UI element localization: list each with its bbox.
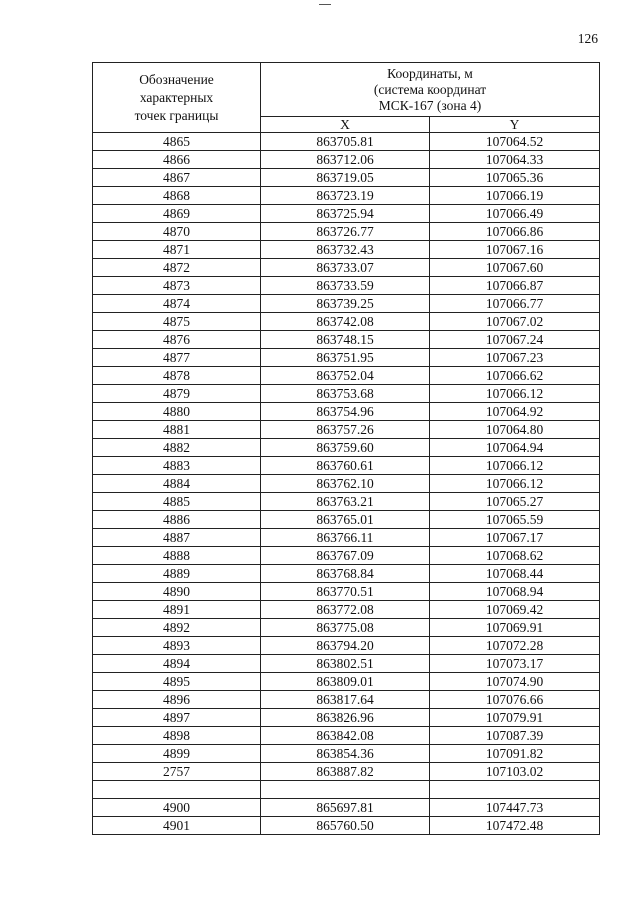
- y-coordinate-cell: 107066.12: [430, 475, 600, 493]
- table-row: [93, 205, 600, 223]
- y-coordinate-cell: 107064.94: [430, 439, 600, 457]
- x-coordinate-cell: 863742.08: [261, 313, 430, 331]
- x-coordinate-cell: 865760.50: [261, 817, 430, 835]
- x-coordinate-cell: 863725.94: [261, 205, 430, 223]
- y-coordinate-cell: 107472.48: [430, 817, 600, 835]
- table-row: [93, 745, 600, 763]
- x-coordinate-cell: 863760.61: [261, 457, 430, 475]
- table-row: [93, 529, 600, 547]
- table-row: [93, 295, 600, 313]
- table-row: [93, 475, 600, 493]
- x-coordinate-cell: 863719.05: [261, 169, 430, 187]
- coordinates-table: [92, 62, 600, 835]
- x-coordinate-cell: 863726.77: [261, 223, 430, 241]
- point-id-cell: 4873: [93, 277, 261, 295]
- point-id-cell: 4881: [93, 421, 261, 439]
- y-coordinate-cell: 107067.02: [430, 313, 600, 331]
- coordinates-header: Координаты, м (система координат МСК-167 (зона 4): [261, 63, 600, 117]
- y-coordinate-cell: 107066.62: [430, 367, 600, 385]
- y-coordinate-cell: 107065.59: [430, 511, 600, 529]
- point-id-cell: 4889: [93, 565, 261, 583]
- y-coordinate-cell: 107066.12: [430, 385, 600, 403]
- table-row: [93, 583, 600, 601]
- y-coordinate-cell: 107066.49: [430, 205, 600, 223]
- x-coordinate-cell: 863770.51: [261, 583, 430, 601]
- y-coordinate-cell: 107067.24: [430, 331, 600, 349]
- point-id-cell: 4891: [93, 601, 261, 619]
- x-coordinate-cell: 863723.19: [261, 187, 430, 205]
- table-row: [93, 565, 600, 583]
- y-coordinate-cell: [430, 781, 600, 799]
- table-row: [93, 223, 600, 241]
- point-id-cell: 4896: [93, 691, 261, 709]
- point-id-cell: 4877: [93, 349, 261, 367]
- y-coordinate-cell: 107066.19: [430, 187, 600, 205]
- point-id-cell: 4890: [93, 583, 261, 601]
- table-row: [93, 259, 600, 277]
- x-coordinate-cell: [261, 781, 430, 799]
- x-coordinate-cell: 863739.25: [261, 295, 430, 313]
- point-id-cell: 4893: [93, 637, 261, 655]
- y-coordinate-cell: 107067.23: [430, 349, 600, 367]
- table-row: [93, 241, 600, 259]
- x-coordinate-cell: 863794.20: [261, 637, 430, 655]
- x-coordinate-cell: 863732.43: [261, 241, 430, 259]
- table-row: [93, 619, 600, 637]
- point-id-cell: 4900: [93, 799, 261, 817]
- table-row: [93, 763, 600, 781]
- x-coordinate-cell: 863754.96: [261, 403, 430, 421]
- table-row: [93, 133, 600, 151]
- table-row: [93, 457, 600, 475]
- point-id-cell: [93, 781, 261, 799]
- x-coordinate-cell: 863775.08: [261, 619, 430, 637]
- x-coordinate-cell: 863759.60: [261, 439, 430, 457]
- point-id-cell: 4875: [93, 313, 261, 331]
- y-coordinate-cell: 107069.91: [430, 619, 600, 637]
- point-id-cell: 4880: [93, 403, 261, 421]
- x-coordinate-cell: 863772.08: [261, 601, 430, 619]
- point-id-cell: 4872: [93, 259, 261, 277]
- x-coordinate-cell: 863712.06: [261, 151, 430, 169]
- point-id-cell: 4898: [93, 727, 261, 745]
- table-row: [93, 601, 600, 619]
- y-coordinate-cell: 107064.52: [430, 133, 600, 151]
- y-coordinate-cell: 107066.77: [430, 295, 600, 313]
- table-row: [93, 511, 600, 529]
- y-coordinate-cell: 107079.91: [430, 709, 600, 727]
- y-coordinate-cell: 107068.94: [430, 583, 600, 601]
- point-id-cell: 4883: [93, 457, 261, 475]
- y-coordinate-cell: 107091.82: [430, 745, 600, 763]
- point-id-cell: 4866: [93, 151, 261, 169]
- x-coordinate-cell: 863762.10: [261, 475, 430, 493]
- x-coordinate-cell: 863802.51: [261, 655, 430, 673]
- y-coordinate-cell: 107067.17: [430, 529, 600, 547]
- x-coordinate-cell: 863809.01: [261, 673, 430, 691]
- point-id-cell: 4892: [93, 619, 261, 637]
- x-coordinate-cell: 863768.84: [261, 565, 430, 583]
- table-row: [93, 691, 600, 709]
- table-row: [93, 727, 600, 745]
- point-id-cell: 4895: [93, 673, 261, 691]
- x-column-header: X: [261, 117, 430, 133]
- page-top-mark: [319, 4, 331, 5]
- point-id-cell: 4869: [93, 205, 261, 223]
- y-coordinate-cell: 107066.12: [430, 457, 600, 475]
- y-coordinate-cell: 107068.44: [430, 565, 600, 583]
- y-coordinate-cell: 107073.17: [430, 655, 600, 673]
- point-id-cell: 4884: [93, 475, 261, 493]
- point-id-cell: 4897: [93, 709, 261, 727]
- table-body: [93, 133, 600, 835]
- table-row: [93, 547, 600, 565]
- table-row: [93, 313, 600, 331]
- y-coordinate-cell: 107067.60: [430, 259, 600, 277]
- point-id-cell: 4901: [93, 817, 261, 835]
- table-row: [93, 493, 600, 511]
- point-id-cell: 4899: [93, 745, 261, 763]
- x-coordinate-cell: 863842.08: [261, 727, 430, 745]
- x-coordinate-cell: 863765.01: [261, 511, 430, 529]
- y-coordinate-cell: 107068.62: [430, 547, 600, 565]
- point-id-cell: 4882: [93, 439, 261, 457]
- table-row: [93, 403, 600, 421]
- y-coordinate-cell: 107064.92: [430, 403, 600, 421]
- x-coordinate-cell: 863748.15: [261, 331, 430, 349]
- x-coordinate-cell: 863817.64: [261, 691, 430, 709]
- table-row: [93, 367, 600, 385]
- y-coordinate-cell: 107064.80: [430, 421, 600, 439]
- table-row: [93, 349, 600, 367]
- y-coordinate-cell: 107072.28: [430, 637, 600, 655]
- y-column-header: Y: [430, 117, 600, 133]
- y-coordinate-cell: 107067.16: [430, 241, 600, 259]
- point-id-cell: 4894: [93, 655, 261, 673]
- table-row: [93, 277, 600, 295]
- table-row: [93, 169, 600, 187]
- x-coordinate-cell: 863854.36: [261, 745, 430, 763]
- x-coordinate-cell: 863753.68: [261, 385, 430, 403]
- y-coordinate-cell: 107069.42: [430, 601, 600, 619]
- table-row: [93, 421, 600, 439]
- table-row: [93, 151, 600, 169]
- x-coordinate-cell: 863757.26: [261, 421, 430, 439]
- y-coordinate-cell: 107064.33: [430, 151, 600, 169]
- table-row: [93, 655, 600, 673]
- table-row: [93, 637, 600, 655]
- table-row: [93, 817, 600, 835]
- point-id-cell: 4867: [93, 169, 261, 187]
- x-coordinate-cell: 863763.21: [261, 493, 430, 511]
- point-id-cell: 2757: [93, 763, 261, 781]
- table-row: [93, 781, 600, 799]
- x-coordinate-cell: 863733.59: [261, 277, 430, 295]
- y-coordinate-cell: 107074.90: [430, 673, 600, 691]
- table-row: [93, 799, 600, 817]
- table-row: [93, 187, 600, 205]
- y-coordinate-cell: 107076.66: [430, 691, 600, 709]
- page-number: 126: [577, 31, 598, 46]
- table-row: [93, 709, 600, 727]
- table-row: [93, 385, 600, 403]
- point-id-cell: 4888: [93, 547, 261, 565]
- y-coordinate-cell: 107066.87: [430, 277, 600, 295]
- point-id-cell: 4876: [93, 331, 261, 349]
- point-id-cell: 4879: [93, 385, 261, 403]
- point-id-cell: 4887: [93, 529, 261, 547]
- point-id-cell: 4868: [93, 187, 261, 205]
- y-coordinate-cell: 107065.36: [430, 169, 600, 187]
- table-row: [93, 673, 600, 691]
- y-coordinate-cell: 107447.73: [430, 799, 600, 817]
- y-coordinate-cell: 107087.39: [430, 727, 600, 745]
- table-row: [93, 331, 600, 349]
- table-row: [93, 439, 600, 457]
- x-coordinate-cell: 863705.81: [261, 133, 430, 151]
- point-id-cell: 4865: [93, 133, 261, 151]
- point-id-cell: 4874: [93, 295, 261, 313]
- x-coordinate-cell: 863887.82: [261, 763, 430, 781]
- y-coordinate-cell: 107066.86: [430, 223, 600, 241]
- x-coordinate-cell: 865697.81: [261, 799, 430, 817]
- point-id-cell: 4878: [93, 367, 261, 385]
- x-coordinate-cell: 863751.95: [261, 349, 430, 367]
- y-coordinate-cell: 107065.27: [430, 493, 600, 511]
- point-id-cell: 4886: [93, 511, 261, 529]
- point-id-cell: 4870: [93, 223, 261, 241]
- x-coordinate-cell: 863826.96: [261, 709, 430, 727]
- y-coordinate-cell: 107103.02: [430, 763, 600, 781]
- x-coordinate-cell: 863766.11: [261, 529, 430, 547]
- x-coordinate-cell: 863752.04: [261, 367, 430, 385]
- x-coordinate-cell: 863733.07: [261, 259, 430, 277]
- points-header: Обозначение характерных точек границы: [93, 63, 261, 133]
- point-id-cell: 4885: [93, 493, 261, 511]
- point-id-cell: 4871: [93, 241, 261, 259]
- x-coordinate-cell: 863767.09: [261, 547, 430, 565]
